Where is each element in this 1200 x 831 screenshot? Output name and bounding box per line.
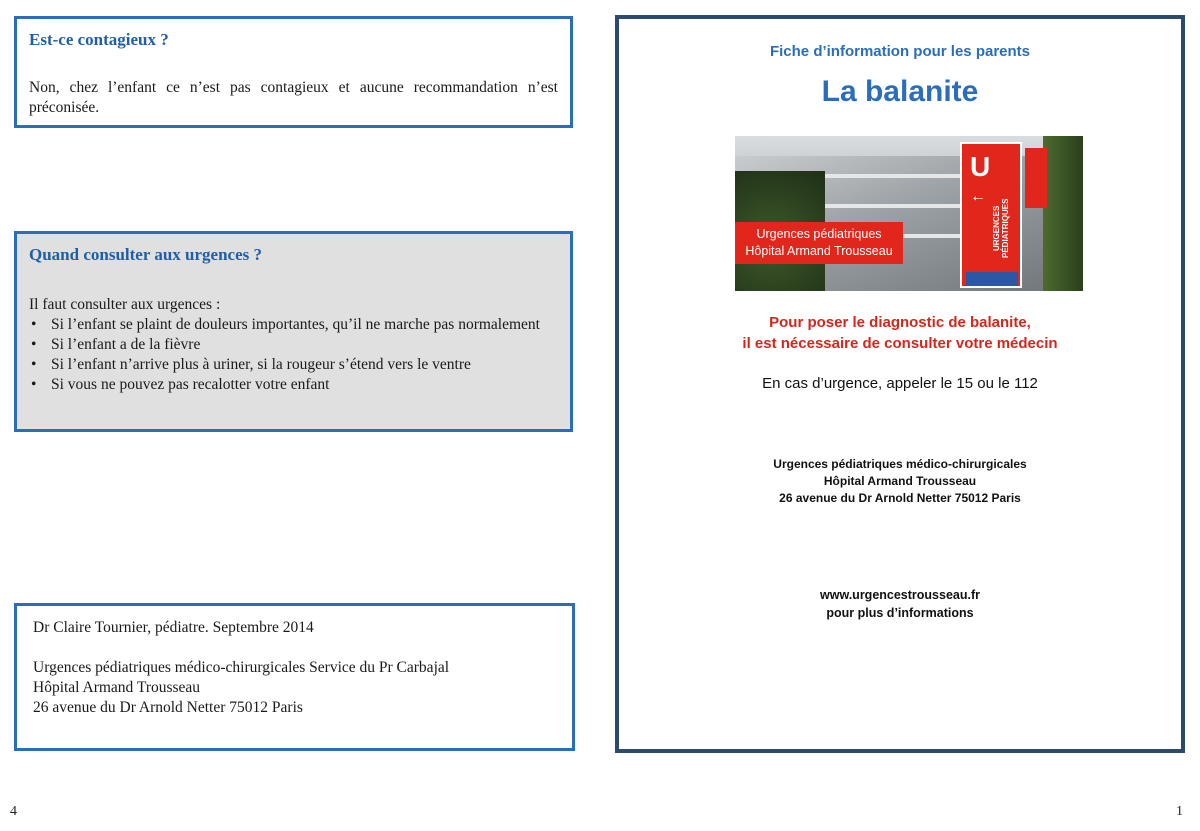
address-line-3: 26 avenue du Dr Arnold Netter 75012 Paris bbox=[779, 491, 1021, 505]
urgences-sign bbox=[960, 142, 1022, 288]
service-line: Urgences pédiatriques médico-chirurgicales Service du Pr Carbajal bbox=[33, 659, 450, 676]
photo-banner bbox=[735, 222, 903, 264]
banner-line-2: Hôpital Armand Trousseau bbox=[745, 244, 893, 258]
emergency-title: Quand consulter aux urgences ? bbox=[29, 245, 262, 264]
page-title: La balanite bbox=[821, 75, 979, 108]
hospital-line: Hôpital Armand Trousseau bbox=[33, 679, 201, 696]
sign-letter: U bbox=[970, 151, 991, 182]
page-number-right: 1 bbox=[1176, 804, 1183, 819]
address-line-2: Hôpital Armand Trousseau bbox=[823, 474, 977, 488]
arrow-left-icon: ← bbox=[970, 188, 986, 205]
author-box bbox=[14, 603, 575, 751]
banner-line-1: Urgences pédiatriques bbox=[756, 227, 882, 241]
diagnosis-line-2: il est nécessaire de consulter votre médecin bbox=[742, 335, 1058, 352]
contagion-box bbox=[14, 16, 573, 128]
emergency-box bbox=[14, 231, 573, 432]
page-number-left: 4 bbox=[10, 804, 17, 819]
street-address-line: 26 avenue du Dr Arnold Netter 75012 Paris bbox=[33, 699, 303, 716]
address-line-1: Urgences pédiatriques médico-chirurgicales bbox=[773, 457, 1027, 471]
contagion-title: Est-ce contagieux ? bbox=[29, 30, 169, 49]
cover-page bbox=[615, 15, 1185, 753]
emergency-number-text: En cas d’urgence, appeler le 15 ou le 112 bbox=[762, 375, 1038, 392]
list-item: • Si l’enfant n’arrive plus à uriner, si la rougeur s’étend vers le ventre bbox=[29, 355, 558, 375]
diagnosis-line-1: Pour poser le diagnostic de balanite, bbox=[769, 314, 1031, 331]
emergency-list bbox=[29, 315, 558, 395]
list-item: • Si l’enfant se plaint de douleurs importantes, qu’il ne marche pas normalement bbox=[29, 315, 558, 335]
contagion-text: Non, chez l’enfant ce n’est pas contagieux et aucune recommandation n’est préconisée. bbox=[29, 79, 558, 116]
website-more: pour plus d’informations bbox=[826, 606, 974, 620]
hospital-photo bbox=[735, 136, 1083, 291]
cover-address bbox=[619, 456, 1181, 507]
website-block bbox=[619, 586, 1181, 622]
author-line: Dr Claire Tournier, pédiatre. Septembre 2014 bbox=[33, 619, 314, 636]
emergency-intro: Il faut consulter aux urgences : bbox=[29, 296, 221, 313]
list-item: • Si vous ne pouvez pas recalotter votre enfant bbox=[29, 375, 558, 395]
cover-label: Fiche d’information pour les parents bbox=[769, 43, 1031, 60]
diagnosis-notice bbox=[619, 312, 1181, 354]
website-link[interactable]: www.urgencestrousseau.fr bbox=[820, 588, 980, 602]
list-item: • Si l’enfant a de la fièvre bbox=[29, 335, 558, 355]
sign-vertical-text: URGENCES PÉDIATRIQUES bbox=[992, 198, 1010, 258]
